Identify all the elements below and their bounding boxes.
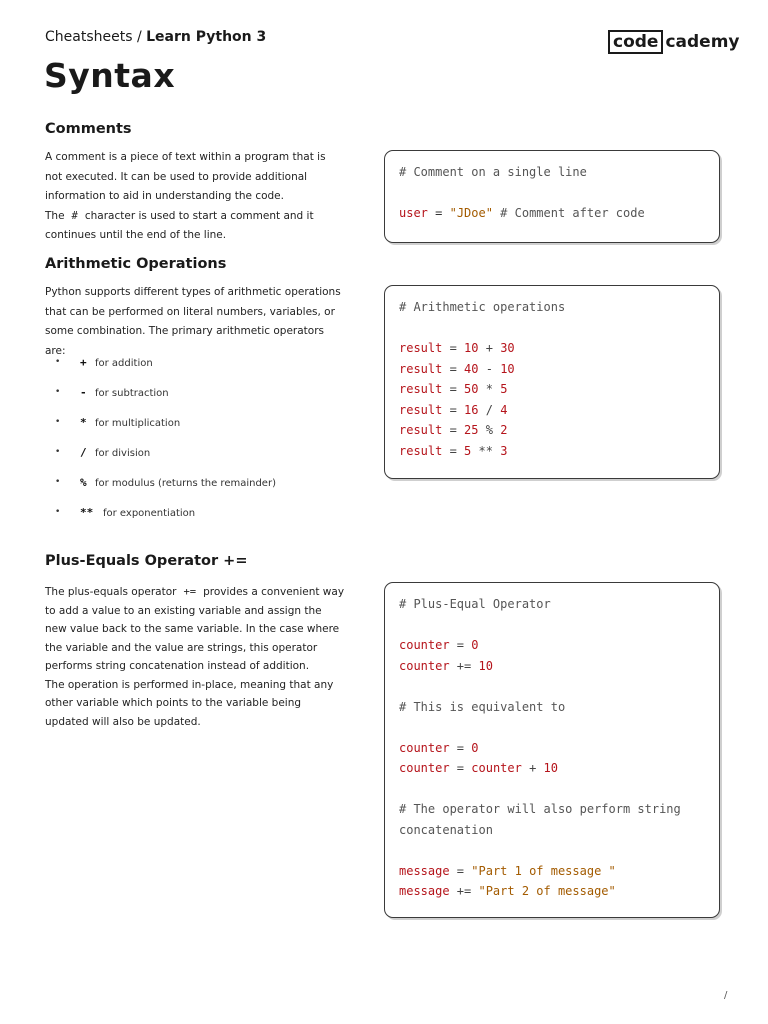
- code-line: result = 10 + 30: [399, 341, 515, 355]
- comments-p2-a: The: [45, 209, 65, 222]
- code-block-arithmetic: [384, 285, 720, 479]
- code-line: counter = 0: [399, 638, 479, 652]
- list-item: • / for division: [55, 446, 151, 459]
- comments-p2-b: character is used to start a comment and it continues until the end of the line.: [45, 209, 314, 241]
- plus-equals-p1: [45, 583, 345, 676]
- breadcrumb-link-cheatsheets[interactable]: Cheatsheets /: [45, 29, 142, 45]
- plus-equals-p1-a: The plus-equals operator: [45, 586, 177, 598]
- comments-description: [45, 148, 345, 246]
- page-number: /: [724, 990, 728, 1001]
- list-item: • + for addition: [55, 356, 153, 369]
- arithmetic-heading: Arithmetic Operations: [45, 256, 227, 272]
- code-line: counter += 10: [399, 658, 493, 673]
- code-line: user = "JDoe" # Comment after code: [399, 206, 645, 220]
- plus-equals-heading: Plus-Equals Operator +=: [45, 553, 248, 569]
- list-item: • ** for exponentiation: [55, 506, 196, 519]
- code-block-comments: [384, 150, 720, 243]
- code-line: message += "Part 2 of message": [399, 884, 616, 898]
- plus-equals-p2: The operation is performed in-place, meaning that any other variable which points to the variable being updated will also be updated.: [45, 678, 334, 728]
- operator-list: [55, 355, 276, 535]
- list-item: • - for subtraction: [55, 386, 169, 399]
- plus-equals-description: [45, 583, 345, 731]
- arithmetic-description: Python supports different types of arithmetic operations that can be performed on literal numbers, variables, or some combination. The primary arithmetic operators are:: [45, 286, 341, 357]
- code-line: message = "Part 1 of message ": [399, 863, 616, 878]
- list-item: • * for multiplication: [55, 416, 181, 429]
- plus-equals-p1-b: provides a convenient way to add a value to an existing variable and assign the new value back to the same variable. In the case where the variable and the value are strings, this operator performs string concatenation instead of addition.: [45, 586, 345, 672]
- comments-heading: Comments: [45, 121, 132, 137]
- code-line: counter = counter + 10: [399, 761, 558, 775]
- code-comment: # Comment on a single line: [399, 165, 587, 179]
- inline-code-plus-equals: +=: [183, 586, 197, 598]
- code-line: result = 16 / 4: [399, 402, 508, 417]
- codecademy-logo[interactable]: [608, 31, 740, 53]
- code-line: result = 40 - 10: [399, 361, 515, 376]
- breadcrumb: [45, 29, 266, 45]
- code-comment: concatenation: [399, 822, 493, 837]
- comments-p2: [45, 207, 345, 246]
- code-comment: # Plus-Equal Operator: [399, 597, 551, 611]
- logo-rest-text: cademy: [665, 32, 740, 52]
- code-line: result = 50 * 5: [399, 382, 508, 396]
- list-item: • % for modulus (returns the remainder): [55, 476, 276, 489]
- code-line: result = 5 ** 3: [399, 443, 508, 458]
- code-comment: # The operator will also perform string: [399, 802, 681, 816]
- comments-p1: A comment is a piece of text within a program that is not executed. It can be used to provide additional information to aid in understanding the code.: [45, 151, 326, 202]
- code-comment: # Arithmetic operations: [399, 300, 566, 314]
- code-line: counter = 0: [399, 740, 479, 755]
- code-line: result = 25 % 2: [399, 423, 508, 437]
- logo-boxed-text: code: [608, 30, 663, 54]
- breadcrumb-current[interactable]: Learn Python 3: [146, 29, 267, 45]
- code-block-plus-equals: [384, 582, 720, 918]
- code-comment: # This is equivalent to: [399, 699, 566, 714]
- page-title: Syntax: [44, 56, 176, 95]
- inline-code-hash: #: [71, 209, 78, 222]
